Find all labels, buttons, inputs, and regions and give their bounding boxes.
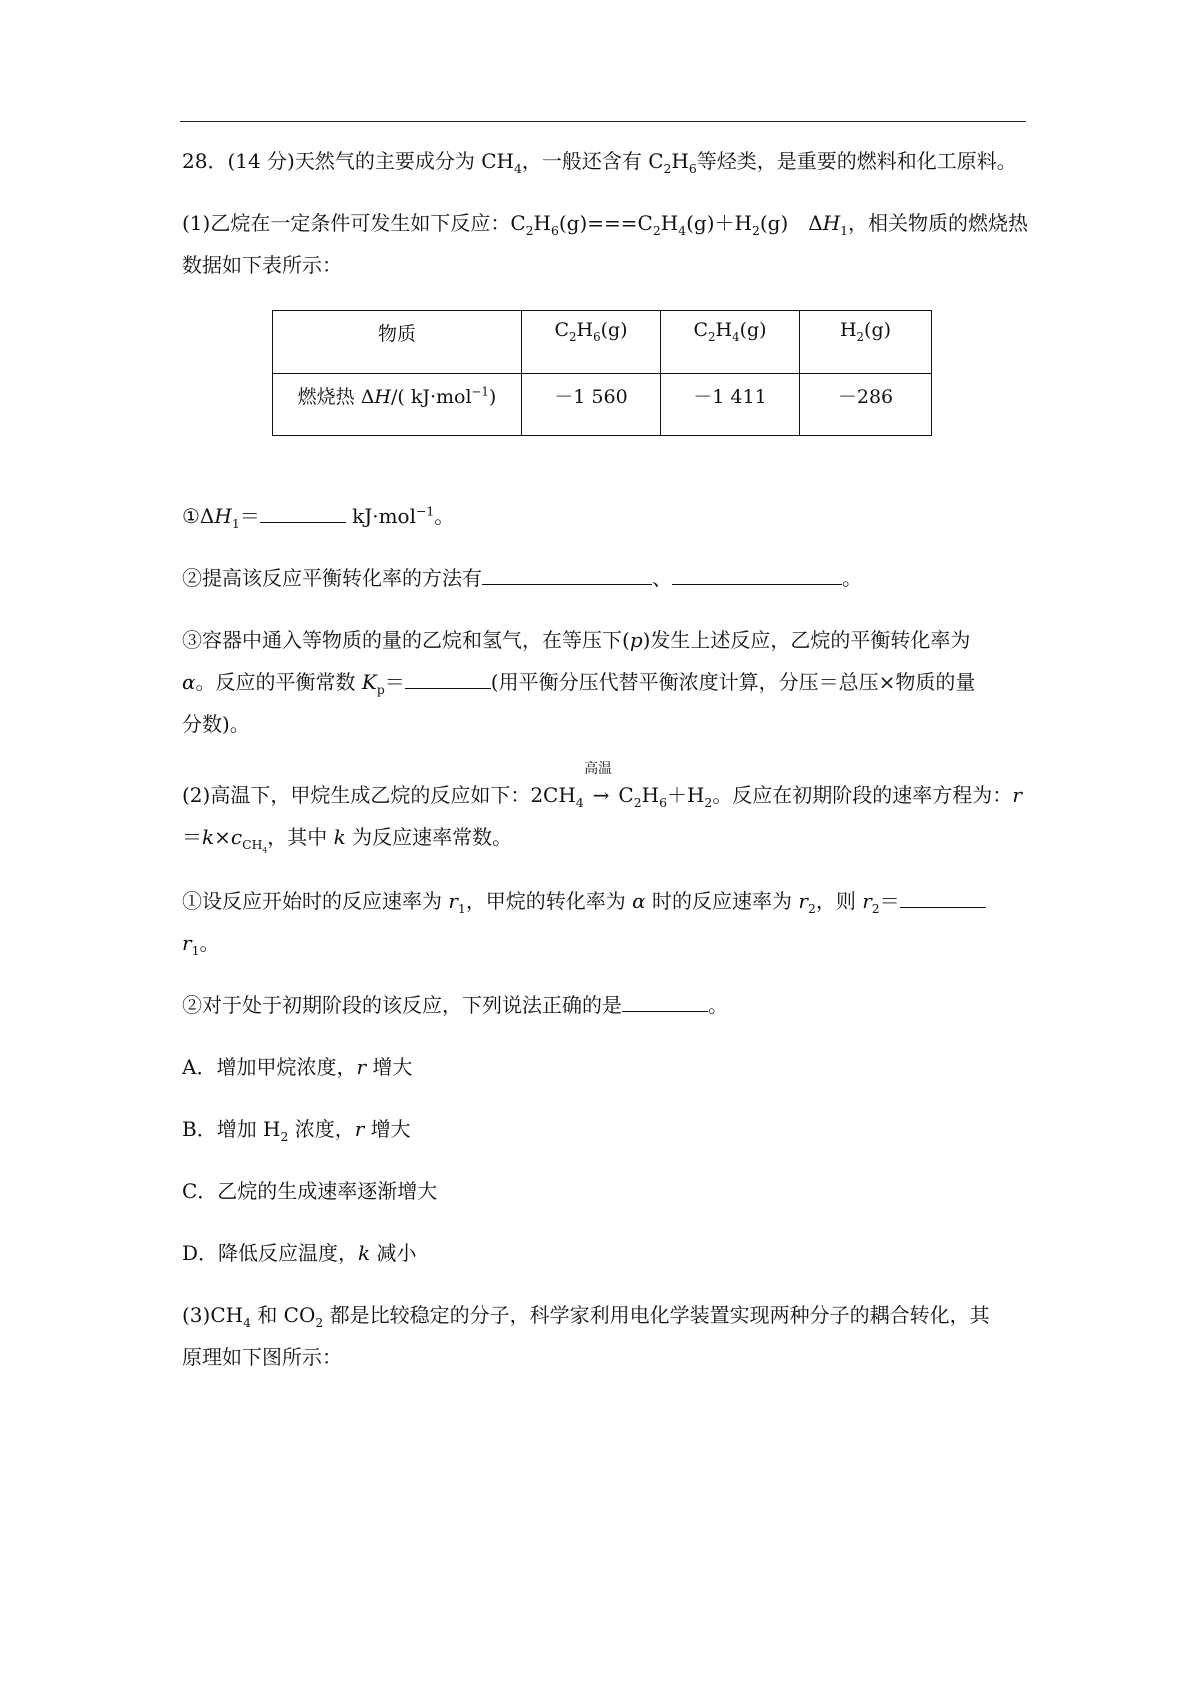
italic-symbol: α bbox=[182, 670, 196, 694]
table-cell: －286 bbox=[800, 373, 932, 436]
text: 。反应在初期阶段的速率方程为： bbox=[712, 783, 1013, 807]
reaction-arrow bbox=[584, 761, 613, 809]
italic-symbol: k bbox=[358, 1241, 371, 1265]
subscript: 1 bbox=[457, 901, 466, 916]
subscript: 4 bbox=[262, 845, 268, 855]
subscript: p bbox=[376, 682, 385, 697]
subscript: 6 bbox=[688, 161, 697, 176]
italic-symbol: r bbox=[182, 931, 192, 955]
text: 为反应速率常数。 bbox=[345, 825, 513, 849]
table-row bbox=[273, 311, 932, 374]
italic-symbol: r bbox=[354, 1117, 365, 1141]
q3-line2 bbox=[182, 668, 975, 696]
table-header-cell bbox=[273, 311, 522, 374]
text: )发生上述反应，乙烷的平衡转化率为 bbox=[642, 628, 971, 652]
italic-symbol: p bbox=[629, 628, 643, 652]
text: kJ·mol bbox=[345, 504, 416, 528]
arrow-icon: → bbox=[592, 783, 610, 807]
text: 。反应的平衡常数 bbox=[195, 670, 362, 694]
option-b[interactable] bbox=[182, 1115, 411, 1143]
reaction-condition: 高温 bbox=[584, 761, 613, 777]
italic-symbol: r bbox=[1012, 783, 1022, 807]
subscript: 2 bbox=[633, 795, 642, 810]
table-row-label bbox=[273, 373, 522, 436]
subscript: 6 bbox=[550, 223, 559, 238]
subscript: 2 bbox=[704, 795, 713, 810]
part3-line2: 原理如下图所示： bbox=[182, 1345, 342, 1369]
subscript: 2 bbox=[871, 901, 880, 916]
text: H bbox=[641, 783, 660, 807]
text: 。 bbox=[434, 504, 455, 528]
cell-text: /( kJ·mol bbox=[391, 385, 472, 408]
subscript: 2 bbox=[663, 161, 672, 176]
text: (2)高温下，甲烷生成乙烷的反应如下：2CH bbox=[182, 783, 576, 807]
intro-text: ，一般还含有 C bbox=[521, 149, 664, 173]
part2-q1-line2 bbox=[182, 929, 219, 957]
text: C bbox=[612, 783, 634, 807]
cell-text: (g) bbox=[864, 319, 892, 341]
subscript: CH bbox=[242, 837, 263, 852]
italic-symbol: c bbox=[230, 825, 243, 849]
text: 和 CO bbox=[250, 1303, 316, 1327]
answer-blank[interactable] bbox=[622, 993, 708, 1012]
italic-symbol: r bbox=[356, 1055, 367, 1079]
part2-line2 bbox=[182, 823, 513, 855]
option-text: 增大 bbox=[366, 1055, 413, 1079]
answer-blank[interactable] bbox=[672, 566, 842, 585]
text: ①设反应开始时的反应速率为 bbox=[182, 889, 449, 913]
text: ，其中 bbox=[267, 825, 334, 849]
subscript: 2 bbox=[280, 1129, 289, 1144]
italic-symbol: H bbox=[214, 504, 232, 528]
text: ①Δ bbox=[182, 504, 215, 528]
option-text: A．增加甲烷浓度， bbox=[182, 1055, 357, 1079]
italic-symbol: H bbox=[374, 385, 391, 408]
subscript: 1 bbox=[840, 223, 849, 238]
text: ③容器中通入等物质的量的乙烷和氢气，在等压下( bbox=[182, 628, 630, 652]
option-c[interactable]: C．乙烷的生成速率逐渐增大 bbox=[182, 1179, 438, 1203]
table-header-cell bbox=[522, 311, 661, 374]
subscript: 4 bbox=[575, 795, 584, 810]
text: ②对于处于初期阶段的该反应，下列说法正确的是 bbox=[182, 993, 622, 1017]
table-cell: －1 560 bbox=[522, 373, 661, 436]
q3-line1 bbox=[182, 626, 970, 654]
option-text: 浓度， bbox=[288, 1117, 355, 1141]
italic-symbol: H bbox=[822, 211, 841, 235]
option-a[interactable] bbox=[182, 1053, 412, 1081]
text: ，则 bbox=[815, 889, 863, 913]
option-text: B．增加 H bbox=[182, 1117, 281, 1141]
text: 。 bbox=[199, 931, 220, 955]
part2-q2-line bbox=[182, 991, 728, 1019]
text: ＝ bbox=[384, 670, 405, 694]
subscript: 2 bbox=[568, 329, 577, 344]
part1-line1 bbox=[182, 209, 1028, 237]
subscript: 4 bbox=[678, 223, 687, 238]
text: ②提高该反应平衡转化率的方法有 bbox=[182, 566, 482, 590]
subscript: 2 bbox=[525, 223, 534, 238]
answer-blank[interactable] bbox=[482, 566, 652, 585]
subscript: 2 bbox=[707, 329, 716, 344]
italic-symbol: r bbox=[448, 889, 458, 913]
text: ＝ bbox=[879, 889, 900, 913]
subscript: 2 bbox=[751, 223, 760, 238]
subscript: 6 bbox=[593, 329, 601, 344]
text: (3)CH bbox=[182, 1303, 244, 1327]
q1-line bbox=[182, 502, 454, 530]
italic-symbol: r bbox=[862, 889, 872, 913]
cell-text: C bbox=[554, 319, 569, 341]
text: 都是比较稳定的分子，科学家利用电化学装置实现两种分子的耦合转化，其 bbox=[323, 1303, 990, 1327]
cell-text: 燃烧热 Δ bbox=[297, 385, 375, 408]
intro-text: 等烃类，是重要的燃料和化工原料。 bbox=[696, 149, 1017, 173]
option-text: 增大 bbox=[364, 1117, 411, 1141]
italic-symbol: K bbox=[361, 670, 377, 694]
text: ＝ bbox=[239, 504, 260, 528]
text: ，相关物质的燃烧热 bbox=[848, 211, 1029, 235]
text: × bbox=[214, 825, 231, 849]
subscript: 6 bbox=[659, 795, 667, 810]
cell-text: H bbox=[839, 319, 857, 341]
answer-blank[interactable] bbox=[900, 889, 986, 908]
cell-text: (g) bbox=[739, 319, 767, 341]
part2-q1-line1 bbox=[182, 887, 986, 915]
text: (1)乙烷在一定条件可发生如下反应：C bbox=[182, 211, 526, 235]
subscript: 2 bbox=[315, 1315, 324, 1330]
question-intro bbox=[182, 147, 1017, 175]
cell-text: 物质 bbox=[377, 323, 416, 345]
answer-blank[interactable] bbox=[405, 670, 491, 689]
part2-line1 bbox=[182, 761, 1022, 810]
text: ＝ bbox=[182, 825, 202, 849]
subscript: 2 bbox=[856, 329, 865, 344]
part3-line1 bbox=[182, 1301, 990, 1329]
text: 。 bbox=[708, 993, 728, 1017]
option-text: 减小 bbox=[370, 1241, 417, 1265]
subscript: 2 bbox=[807, 901, 816, 916]
cell-text: (g) bbox=[600, 319, 628, 341]
subscript: 2 bbox=[652, 223, 661, 238]
intro-text: 28．(14 分)天然气的主要成分为 CH bbox=[182, 149, 514, 173]
text: 时的反应速率为 bbox=[645, 889, 799, 913]
text: ，甲烷的转化率为 bbox=[465, 889, 633, 913]
table-cell: －1 411 bbox=[661, 373, 800, 436]
subscript: 4 bbox=[243, 1315, 251, 1330]
cell-text: C bbox=[693, 319, 708, 341]
text: (g) Δ bbox=[759, 211, 823, 235]
header-rule bbox=[180, 121, 1026, 122]
intro-text: H bbox=[671, 149, 689, 173]
subscript: 1 bbox=[231, 516, 240, 531]
option-d[interactable] bbox=[182, 1239, 417, 1267]
text: 、 bbox=[652, 566, 672, 590]
answer-blank[interactable] bbox=[260, 504, 346, 523]
text: (用平衡分压代替平衡浓度计算，分压＝总压×物质的量 bbox=[490, 670, 976, 694]
subscript: 4 bbox=[732, 329, 740, 344]
italic-symbol: k bbox=[333, 825, 346, 849]
text: (g)＋H bbox=[686, 211, 752, 235]
text: 。 bbox=[842, 566, 862, 590]
cell-text: ) bbox=[488, 385, 497, 408]
text: ＋H bbox=[666, 783, 705, 807]
cell-text: H bbox=[576, 319, 594, 341]
table-row bbox=[273, 373, 932, 436]
text: H bbox=[660, 211, 679, 235]
table-header-cell bbox=[661, 311, 800, 374]
table-header-cell bbox=[800, 311, 932, 374]
subscript: 4 bbox=[513, 161, 522, 176]
subscript: 1 bbox=[191, 943, 200, 958]
italic-symbol: α bbox=[632, 889, 646, 913]
text: H bbox=[533, 211, 551, 235]
q2-line bbox=[182, 564, 862, 592]
text: (g)===C bbox=[558, 211, 653, 235]
part1-line2: 数据如下表所示： bbox=[182, 253, 342, 277]
cell-text: H bbox=[715, 319, 733, 341]
superscript: −1 bbox=[471, 384, 489, 399]
superscript: −1 bbox=[415, 503, 435, 519]
combustion-heat-table bbox=[272, 310, 932, 436]
italic-symbol: r bbox=[798, 889, 808, 913]
option-text: D．降低反应温度， bbox=[182, 1241, 359, 1265]
q3-line3: 分数)。 bbox=[182, 712, 250, 736]
italic-symbol: k bbox=[202, 825, 215, 849]
